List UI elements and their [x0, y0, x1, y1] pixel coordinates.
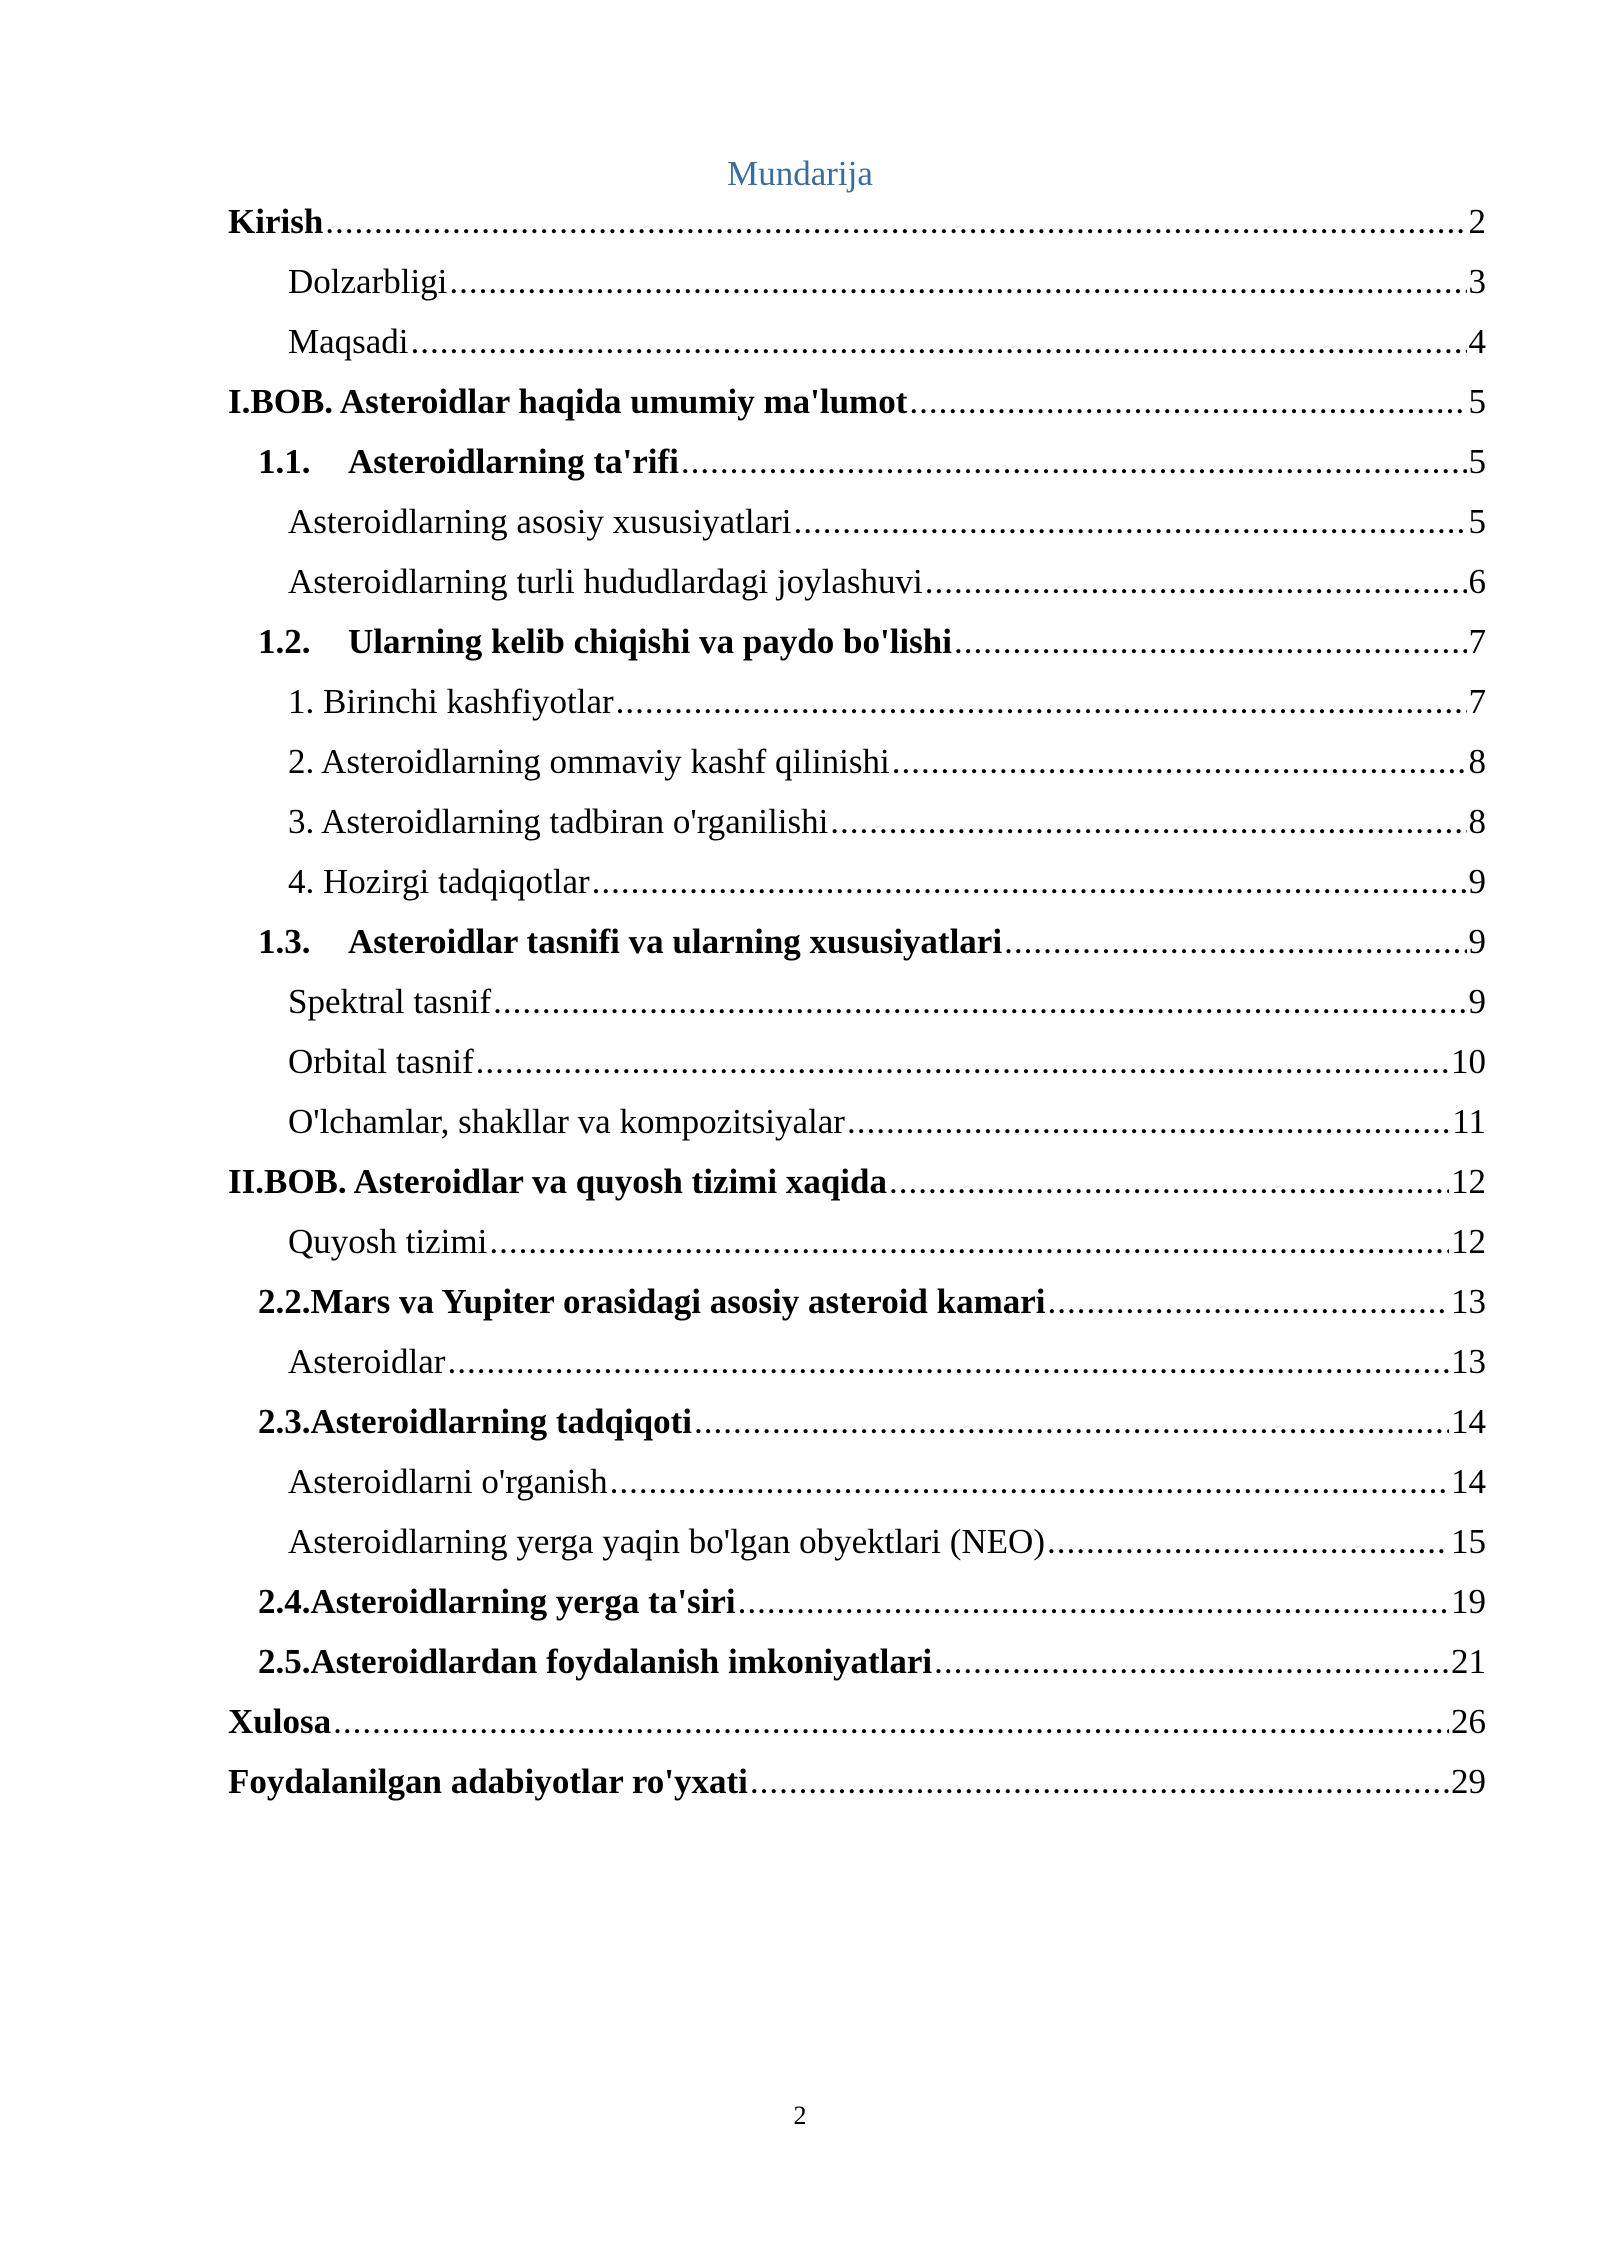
toc-entry-title: Asteroidlarning turli hududlardagi joylashuvi [288, 562, 923, 601]
toc-entry-title: Ularning kelib chiqishi va paydo bo'lishi [348, 622, 952, 661]
toc-title: Mundarija [727, 154, 873, 193]
toc-entry[interactable] [228, 1572, 1486, 1632]
toc-entry-page: 2 [1468, 202, 1486, 241]
toc-entry-title: Dolzarbligi [288, 262, 448, 301]
toc-entry-title: 2. Asteroidlarning ommaviy kashf qilinishi [288, 742, 890, 781]
toc-entry[interactable] [228, 552, 1486, 612]
toc-entry-page: 21 [1451, 1642, 1486, 1681]
toc-entry-title: O'lchamlar, shakllar va kompozitsiyalar [288, 1102, 845, 1141]
toc-entry-page: 5 [1468, 502, 1486, 541]
toc-entry[interactable] [228, 432, 1486, 492]
toc-entry-title: Foydalanilgan adabiyotlar ro'yxati [228, 1762, 748, 1801]
toc-dot-leader [694, 1392, 1449, 1452]
toc-entry[interactable] [228, 792, 1486, 852]
toc-entry[interactable] [228, 612, 1486, 672]
toc-dot-leader [892, 732, 1467, 792]
toc-entry-page: 19 [1451, 1582, 1486, 1621]
toc-entry[interactable] [228, 1632, 1486, 1692]
toc-entry-title: Asteroidlar tasnifi va ularning xususiyatlari [348, 922, 1003, 961]
toc-entry-page: 14 [1451, 1462, 1486, 1501]
toc-entry-page: 29 [1451, 1762, 1486, 1801]
toc-entry-page: 4 [1468, 322, 1486, 361]
toc-dot-leader [489, 1212, 1449, 1272]
toc-entry[interactable] [228, 1032, 1486, 1092]
toc-dot-leader [411, 312, 1467, 372]
toc-entry-title: 2.5.Asteroidlardan foydalanish imkoniyatlari [258, 1642, 933, 1681]
toc-entry[interactable] [228, 1452, 1486, 1512]
toc-entry-page: 15 [1451, 1522, 1486, 1561]
toc-entry[interactable] [228, 1692, 1486, 1752]
toc-entry[interactable] [228, 912, 1486, 972]
toc-dot-leader [1047, 1512, 1449, 1572]
toc-entry[interactable] [228, 1512, 1486, 1572]
toc-dot-leader [610, 1452, 1449, 1512]
toc-dot-leader [1004, 912, 1466, 972]
toc-entry[interactable] [228, 1092, 1486, 1152]
toc-entry-title: Orbital tasnif [288, 1042, 474, 1081]
toc-entry-title: 2.3.Asteroidlarning tadqiqoti [258, 1402, 692, 1441]
toc-entry[interactable] [228, 312, 1486, 372]
toc-entry-title: 2.4.Asteroidlarning yerga ta'siri [258, 1582, 736, 1621]
toc-dot-leader [449, 252, 1466, 312]
toc-entry[interactable] [228, 852, 1486, 912]
toc-entry-title: 1. Birinchi kashfiyotlar [288, 682, 614, 721]
toc-dot-leader [934, 1632, 1449, 1692]
toc-dot-leader [909, 372, 1466, 432]
toc-entry-page: 3 [1468, 262, 1486, 301]
toc-entry-title: Spektral tasnif [288, 982, 492, 1021]
toc-dot-leader [476, 1032, 1449, 1092]
toc-entry-page: 12 [1451, 1222, 1486, 1261]
toc-entry-title: Maqsadi [288, 322, 409, 361]
toc-entry-page: 14 [1451, 1402, 1486, 1441]
toc-entry-page: 6 [1468, 562, 1486, 601]
toc-entry-page: 11 [1452, 1102, 1486, 1141]
toc-entry[interactable] [228, 1332, 1486, 1392]
toc-entry-title: 2.2.Mars va Yupiter orasidagi asosiy asteroid kamari [258, 1282, 1046, 1321]
toc-dot-leader [794, 492, 1467, 552]
toc-entry[interactable] [228, 732, 1486, 792]
toc-entry-page: 8 [1468, 802, 1486, 841]
toc-entry-title: II.BOB. Asteroidlar va quyosh tizimi xaqida [228, 1162, 887, 1201]
toc-entry-title: Asteroidlarning ta'rifi [348, 442, 679, 481]
toc-entry-page: 7 [1468, 682, 1486, 721]
toc-entry-page: 13 [1451, 1282, 1486, 1321]
toc-entry-page: 9 [1468, 922, 1486, 961]
toc-entry[interactable] [228, 1212, 1486, 1272]
toc-entry-number: 1.1. [258, 442, 311, 481]
toc-entry[interactable] [228, 672, 1486, 732]
toc-entry-title: Asteroidlar [288, 1342, 446, 1381]
toc-entry-title: 3. Asteroidlarning tadbiran o'rganilishi [288, 802, 829, 841]
toc-entry-title: Asteroidlarning asosiy xususiyatlari [288, 502, 792, 541]
toc-entry[interactable] [228, 192, 1486, 252]
toc-entry-title: Asteroidlarni o'rganish [288, 1462, 608, 1501]
toc-entry-page: 7 [1468, 622, 1486, 661]
toc-entry-page: 9 [1468, 982, 1486, 1021]
toc-entry[interactable] [228, 252, 1486, 312]
toc-dot-leader [954, 612, 1467, 672]
toc-dot-leader [889, 1152, 1449, 1212]
toc-entry-page: 8 [1468, 742, 1486, 781]
toc-entry-title: Kirish [228, 202, 324, 241]
toc-dot-leader [738, 1572, 1449, 1632]
toc-entry-page: 5 [1468, 442, 1486, 481]
toc-entry-title: Quyosh tizimi [288, 1222, 488, 1261]
toc-entry-page: 26 [1451, 1702, 1486, 1741]
toc-dot-leader [447, 1332, 1449, 1392]
toc-entry-number: 1.3. [258, 922, 311, 961]
toc-dot-leader [592, 852, 1467, 912]
toc-dot-leader [333, 1692, 1449, 1752]
toc-entry-title: Asteroidlarning yerga yaqin bo'lgan obyektlari (NEO) [288, 1522, 1045, 1561]
toc-dot-leader [830, 792, 1466, 852]
toc-entry[interactable] [228, 972, 1486, 1032]
toc-entry-title: Xulosa [228, 1702, 332, 1741]
toc-entry[interactable] [228, 1392, 1486, 1452]
page-number: 2 [793, 2101, 807, 2130]
toc-dot-leader [750, 1752, 1449, 1812]
toc-entry-page: 10 [1451, 1042, 1486, 1081]
toc-dot-leader [681, 432, 1467, 492]
toc-entry-page: 13 [1451, 1342, 1486, 1381]
toc-entry[interactable] [228, 1272, 1486, 1332]
toc-dot-leader [847, 1092, 1450, 1152]
toc-dot-leader [493, 972, 1466, 1032]
toc-dot-leader [925, 552, 1467, 612]
toc-entry[interactable] [228, 1752, 1486, 1812]
toc-entry[interactable] [228, 372, 1486, 432]
toc-entry[interactable] [228, 1152, 1486, 1212]
table-of-contents [228, 192, 1486, 1812]
toc-entry[interactable] [228, 492, 1486, 552]
toc-dot-leader [325, 192, 1466, 252]
toc-entry-page: 5 [1468, 382, 1486, 421]
toc-entry-number: 1.2. [258, 622, 311, 661]
toc-entry-title: 4. Hozirgi tadqiqotlar [288, 862, 590, 901]
toc-dot-leader [616, 672, 1467, 732]
toc-entry-title: I.BOB. Asteroidlar haqida umumiy ma'lumot [228, 382, 908, 421]
toc-entry-page: 9 [1468, 862, 1486, 901]
toc-entry-page: 12 [1451, 1162, 1486, 1201]
toc-dot-leader [1048, 1272, 1449, 1332]
